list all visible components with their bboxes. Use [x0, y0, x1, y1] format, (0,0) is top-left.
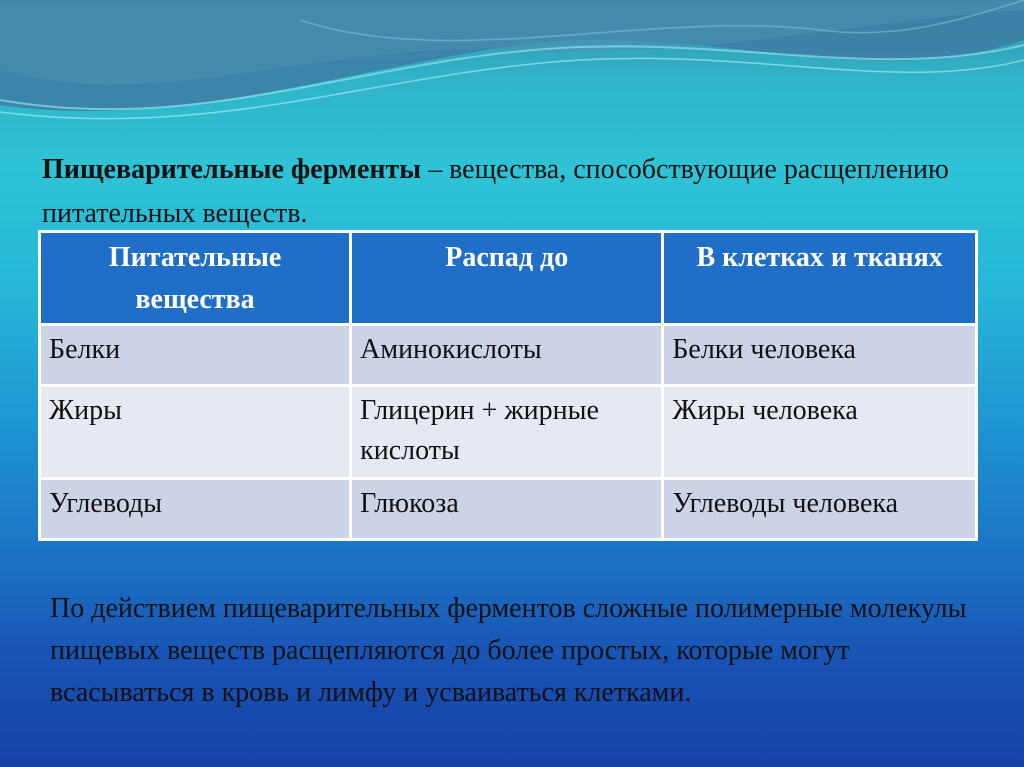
table-cell: Аминокислоты	[351, 325, 663, 386]
table-row	[40, 325, 977, 386]
summary-paragraph: По действием пищеварительных ферментов сложные полимерные молекулы пищевых веществ расщепляются до более простых, которые могут всасываться в кровь и лимфу и усваиваться клетками.	[50, 593, 967, 708]
intro-definition	[42, 148, 972, 236]
table-cell: Углеводы	[40, 479, 351, 540]
header-cells-tissues: В клетках и тканях	[663, 232, 977, 325]
table-cell: Белки человека	[663, 325, 977, 386]
table-cell: Жиры	[40, 386, 351, 479]
table-row	[40, 479, 977, 540]
intro-definition-text: – вещества, способствующие расщеплению питательных веществ.	[42, 154, 949, 229]
table-header-row	[40, 232, 977, 325]
table-cell: Углеводы человека	[663, 479, 977, 540]
header-breakdown: Распад до	[351, 232, 663, 325]
table-cell: Глюкоза	[351, 479, 663, 540]
table-cell: Глицерин + жирные кислоты	[351, 386, 663, 479]
table-cell: Жиры человека	[663, 386, 977, 479]
nutrients-table	[38, 230, 978, 541]
header-nutrients: Питательные вещества	[40, 232, 351, 325]
intro-term: Пищеварительные ферменты	[42, 154, 422, 185]
table-cell: Белки	[40, 325, 351, 386]
table-row	[40, 386, 977, 479]
